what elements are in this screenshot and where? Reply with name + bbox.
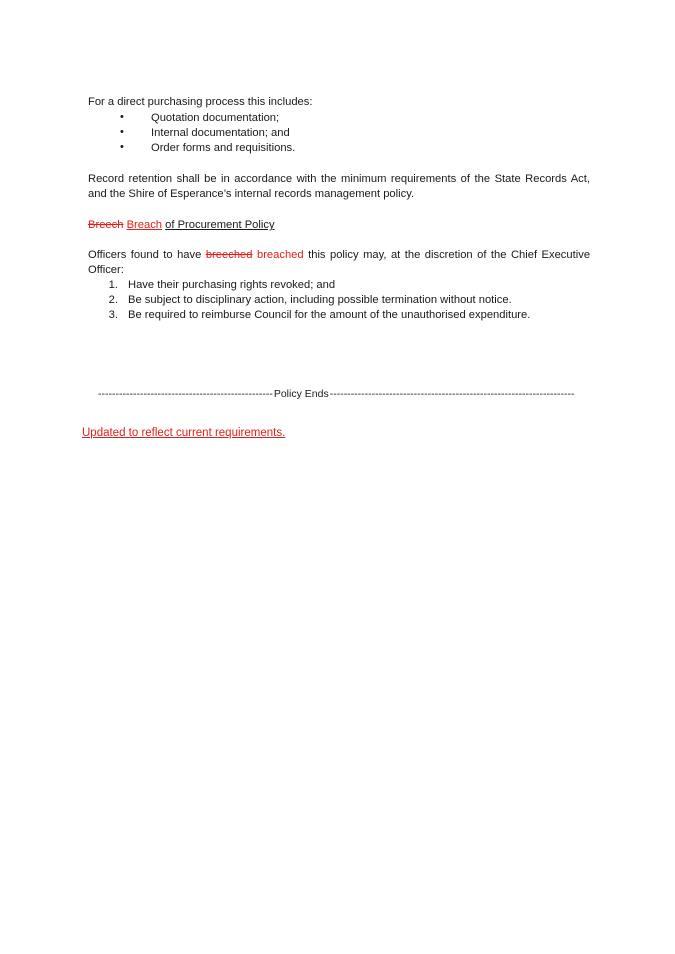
list-number: 1. bbox=[108, 279, 118, 291]
officers-paragraph bbox=[88, 248, 590, 278]
policy-end-divider bbox=[98, 387, 574, 401]
divider-left: -------------------------------------------------- bbox=[98, 388, 273, 400]
list-number: 3. bbox=[108, 309, 118, 321]
list-item: Be subject to disciplinary action, including possible termination without notice. bbox=[128, 294, 512, 306]
deleted-text: Breech bbox=[88, 219, 124, 231]
bullet-icon: • bbox=[120, 111, 124, 123]
section-heading bbox=[88, 218, 275, 232]
officers-after: this policy may, at the discretion of the Chief Executive Officer: bbox=[88, 249, 591, 276]
heading-rest: of Procurement Policy bbox=[165, 219, 275, 231]
list-item: Have their purchasing rights revoked; and bbox=[128, 279, 336, 291]
bullet-icon: • bbox=[120, 141, 124, 153]
bullet-icon: • bbox=[120, 126, 124, 138]
list-number: 2. bbox=[108, 294, 118, 306]
divider-right: ---------------------------------------------------------------------- bbox=[329, 388, 575, 400]
list-item: Be required to reimburse Council for the amount of the unauthorised expenditure. bbox=[128, 309, 531, 321]
inserted-text: Breach bbox=[126, 219, 163, 231]
intro-text: For a direct purchasing process this includes: bbox=[88, 96, 313, 108]
policy-end-label: Policy Ends bbox=[273, 388, 329, 400]
list-item: Internal documentation; and bbox=[151, 127, 290, 139]
deleted-text: breeched bbox=[205, 249, 253, 261]
officers-before: Officers found to have bbox=[88, 249, 202, 261]
list-item: Quotation documentation; bbox=[151, 112, 280, 124]
revision-note: Updated to reflect current requirements. bbox=[82, 427, 286, 439]
retention-paragraph: Record retention shall be in accordance with the minimum requirements of the State Records Act, and the Shire of Esperance’s internal records management policy. bbox=[88, 173, 590, 200]
inserted-text: breached bbox=[256, 249, 304, 261]
list-item: Order forms and requisitions. bbox=[151, 142, 296, 154]
